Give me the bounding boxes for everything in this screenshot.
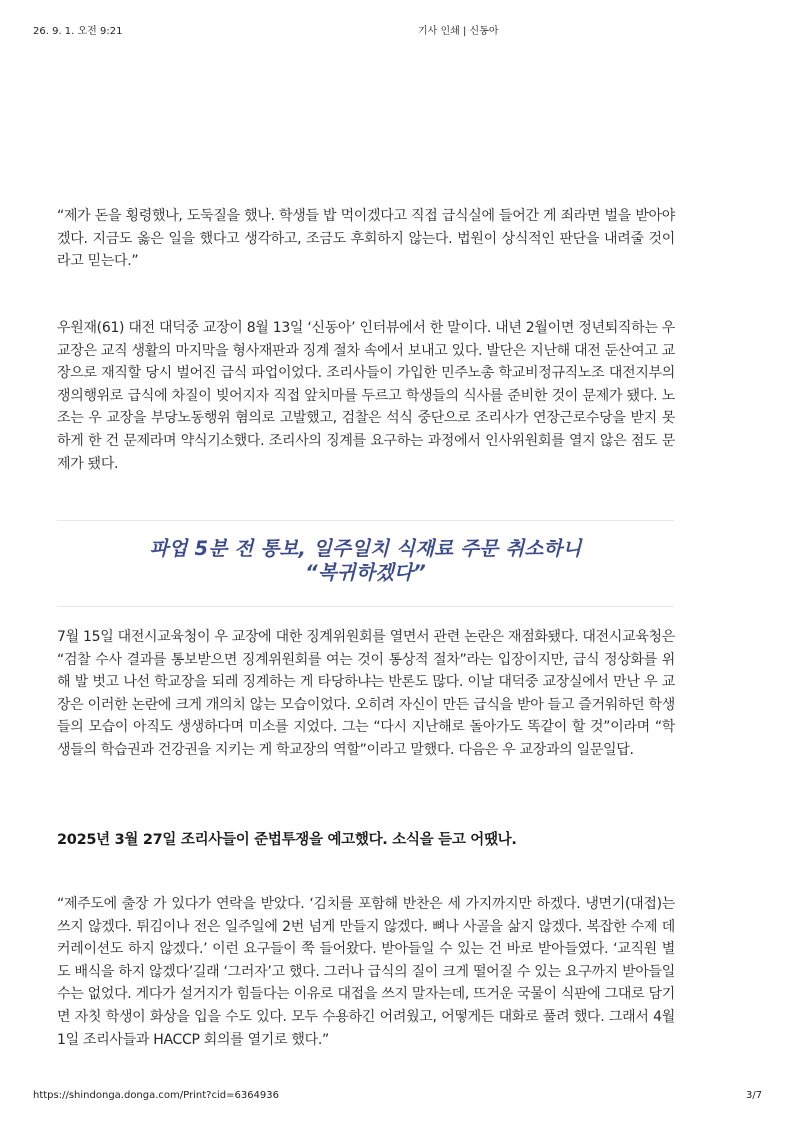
interview-question: 2025년 3월 27일 조리사들이 준법투쟁을 예고했다. 소식을 듣고 어땠나.	[57, 832, 517, 848]
interview-answer: “제주도에 출장 가 있다가 연락을 받았다. ‘김치를 포함해 반찬은 세 가지까지만 하겠다. 냉면기(대접)는 쓰지 않겠다. 튀김이나 전은 일주일에 2번 넘게 만들지 않겠다. 뼈나 사골을 삶지 않겠다. 복잡한 수제 데커레이션도 하지 않겠다.’ 이런 요구들이 쭉 들어왔다. 받아들일 수 있는 건 바로 받아들였다. ‘교직원 별도 배식을 하지 않겠다’길래 ‘그러자’고 했다. 그러나 급식의 질이 크게 떨어질 수 있는 요구까지 받아들일 수는 없었다. 게다가 설거지가 힘들다는 이유로 대접을 쓰지 말자는데, 뜨거운 국물이 식판에 그대로 담기면 자칫 학생이 화상을 입을 수도 있다. 모두 수용하긴 어려웠고, 어떻게든 대화로 풀려 했다. 그래서 4월 1일 조리사들과 HACCP 회의를 열기로 했다.”	[57, 896, 675, 1048]
print-page-title: 기사 인쇄 | 신동아	[418, 26, 499, 37]
opening-quote: “제가 돈을 횡령했나, 도둑질을 했나. 학생들 밥 먹이겠다고 직접 급식실에 들어간 게 죄라면 벌을 받아야겠다. 지금도 옳은 일을 했다고 생각하고, 조금도 후회하지 않는다. 법원이 상식적인 판단을 내려줄 것이라고 믿는다.”	[57, 208, 675, 270]
print-datetime: 26. 9. 1. 오전 9:21	[33, 26, 123, 37]
subheading-top-divider	[57, 520, 674, 521]
subheading-line-2: “복귀하겠다”	[305, 561, 426, 584]
subheading-bottom-divider	[57, 606, 674, 607]
section-subheading	[57, 537, 674, 585]
page-number: 3/7	[746, 1090, 763, 1101]
subheading-line-1: 파업 5분 전 통보, 일주일치 식재료 주문 취소하니	[149, 537, 582, 560]
body-paragraph: 7월 15일 대전시교육청이 우 교장에 대한 징계위원회를 열면서 관련 논란은 재점화됐다. 대전시교육청은 “검찰 수사 결과를 통보받으면 징계위원회를 여는 것이 통상적 절차”라는 입장이지만, 급식 정상화를 위해 발 벗고 나선 학교장을 되레 징계하는 게 타당하냐는 반론도 많다. 이날 대덕중 교장실에서 만난 우 교장은 이러한 논란에 크게 개의치 않는 모습이었다. 오히려 자신이 만든 급식을 받아 들고 즐거워하던 학생들의 모습이 아직도 생생하다며 미소를 지었다. 그는 “다시 지난해로 돌아가도 똑같이 할 것”이라며 “학생들의 학습권과 건강권을 지키는 게 학교장의 역할”이라고 말했다. 다음은 우 교장과의 일문일답.	[57, 629, 675, 758]
print-url: https://shindonga.donga.com/Print?cid=6364936	[33, 1090, 280, 1101]
intro-paragraph: 우원재(61) 대전 대덕중 교장이 8월 13일 ‘신동아’ 인터뷰에서 한 말이다. 내년 2월이면 정년퇴직하는 우 교장은 교직 생활의 마지막을 형사재판과 징계 절차 속에서 보내고 있다. 발단은 지난해 대전 둔산여고 교장으로 재직할 당시 벌어진 급식 파업이었다. 조리사들이 가입한 민주노총 학교비정규직노조 대전지부의 쟁의행위로 급식에 차질이 빚어지자 직접 앞치마를 두르고 학생들의 식사를 준비한 것이 문제가 됐다. 노조는 우 교장을 부당노동행위 혐의로 고발했고, 검찰은 석식 중단으로 조리사가 연장근로수당을 받지 못하게 한 건 문제라며 약식기소했다. 조리사의 징계를 요구하는 과정에서 인사위원회를 열지 않은 점도 문제가 됐다.	[57, 320, 675, 472]
